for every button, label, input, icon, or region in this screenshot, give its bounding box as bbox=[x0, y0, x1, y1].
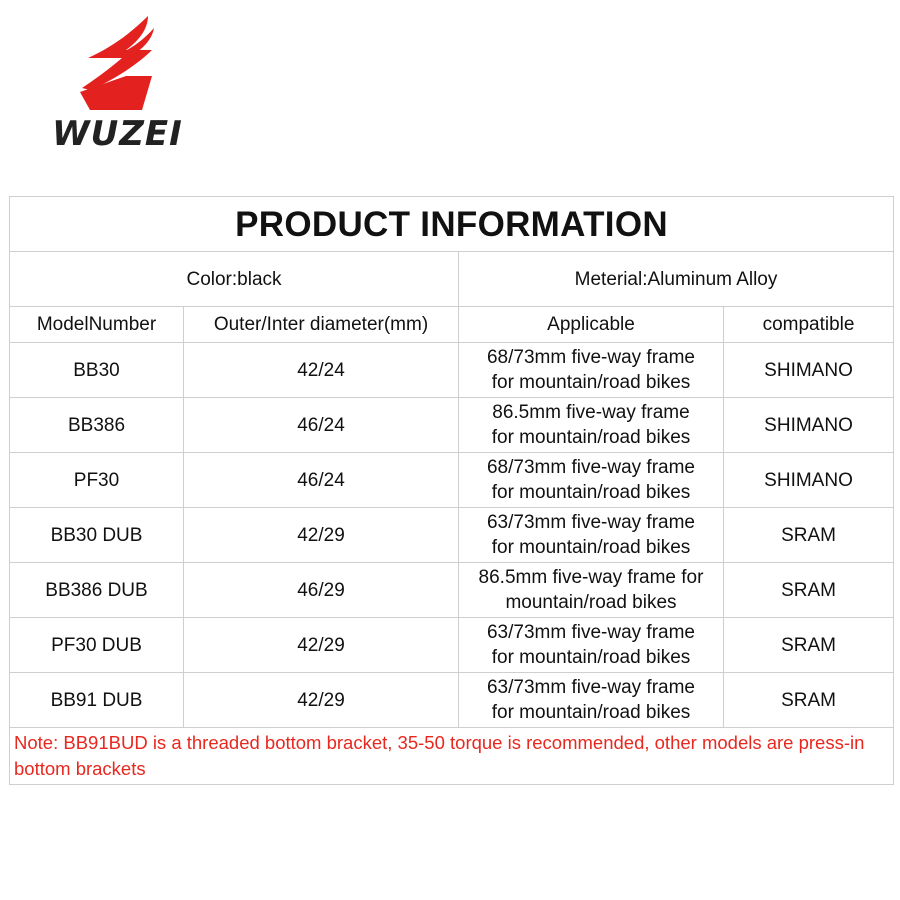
cell-applicable bbox=[459, 563, 724, 618]
cell-applicable bbox=[459, 398, 724, 453]
cell-compatible: SRAM bbox=[724, 563, 894, 618]
applicable-line-1: 63/73mm five-way frame bbox=[486, 622, 695, 643]
cell-compatible: SRAM bbox=[724, 673, 894, 728]
applicable-line-2: mountain/road bikes bbox=[505, 592, 677, 613]
product-info-table bbox=[9, 196, 894, 785]
applicable-line-2: for mountain/road bikes bbox=[491, 482, 691, 503]
table-row bbox=[10, 398, 894, 453]
table-attributes-row bbox=[10, 252, 894, 307]
cell-model: BB30 DUB bbox=[10, 508, 184, 563]
table-row bbox=[10, 508, 894, 563]
table-row bbox=[10, 563, 894, 618]
brand-logo bbox=[30, 14, 205, 154]
applicable-line-2: for mountain/road bikes bbox=[491, 702, 691, 723]
cell-compatible: SRAM bbox=[724, 618, 894, 673]
table-title-row bbox=[10, 197, 894, 252]
header-diameter: Outer/Inter diameter(mm) bbox=[184, 307, 459, 343]
brand-name: WUZEI bbox=[52, 114, 183, 154]
table-row bbox=[10, 673, 894, 728]
color-label: Color:black bbox=[10, 252, 459, 307]
cell-model: PF30 bbox=[10, 453, 184, 508]
applicable-line-1: 68/73mm five-way frame bbox=[486, 347, 695, 368]
cell-diameter: 42/29 bbox=[184, 673, 459, 728]
applicable-line-2: for mountain/road bikes bbox=[491, 427, 691, 448]
cell-diameter: 46/24 bbox=[184, 398, 459, 453]
cell-applicable bbox=[459, 343, 724, 398]
table-note: Note: BB91BUD is a threaded bottom bracket, 35-50 torque is recommended, other models are press-in bottom brackets bbox=[10, 728, 894, 785]
applicable-line-1: 68/73mm five-way frame bbox=[486, 457, 695, 478]
applicable-line-1: 63/73mm five-way frame bbox=[486, 512, 695, 533]
applicable-line-1: 86.5mm five-way frame bbox=[492, 402, 690, 423]
cell-diameter: 42/24 bbox=[184, 343, 459, 398]
applicable-line-1: 63/73mm five-way frame bbox=[486, 677, 695, 698]
cell-diameter: 46/24 bbox=[184, 453, 459, 508]
table-note-row bbox=[10, 728, 894, 785]
header-compatible: compatible bbox=[724, 307, 894, 343]
cell-model: BB386 DUB bbox=[10, 563, 184, 618]
brand-logo-mark bbox=[30, 14, 205, 119]
cell-applicable bbox=[459, 508, 724, 563]
cell-model: BB91 DUB bbox=[10, 673, 184, 728]
cell-diameter: 46/29 bbox=[184, 563, 459, 618]
cell-compatible: SHIMANO bbox=[724, 453, 894, 508]
cell-applicable bbox=[459, 673, 724, 728]
applicable-line-2: for mountain/road bikes bbox=[491, 647, 691, 668]
table-row bbox=[10, 618, 894, 673]
applicable-line-2: for mountain/road bikes bbox=[491, 372, 691, 393]
cell-diameter: 42/29 bbox=[184, 618, 459, 673]
table-header-row bbox=[10, 307, 894, 343]
table-title: PRODUCT INFORMATION bbox=[10, 197, 894, 252]
material-label: Meterial:Aluminum Alloy bbox=[459, 252, 894, 307]
table-row bbox=[10, 453, 894, 508]
cell-compatible: SHIMANO bbox=[724, 398, 894, 453]
cell-compatible: SHIMANO bbox=[724, 343, 894, 398]
applicable-line-1: 86.5mm five-way frame for bbox=[478, 567, 704, 588]
applicable-line-2: for mountain/road bikes bbox=[491, 537, 691, 558]
cell-applicable bbox=[459, 618, 724, 673]
table-row bbox=[10, 343, 894, 398]
cell-compatible: SRAM bbox=[724, 508, 894, 563]
cell-model: PF30 DUB bbox=[10, 618, 184, 673]
header-applicable: Applicable bbox=[459, 307, 724, 343]
cell-diameter: 42/29 bbox=[184, 508, 459, 563]
header-model: ModelNumber bbox=[10, 307, 184, 343]
logo-swoosh-bottom bbox=[80, 76, 152, 110]
cell-model: BB386 bbox=[10, 398, 184, 453]
cell-model: BB30 bbox=[10, 343, 184, 398]
cell-applicable bbox=[459, 453, 724, 508]
